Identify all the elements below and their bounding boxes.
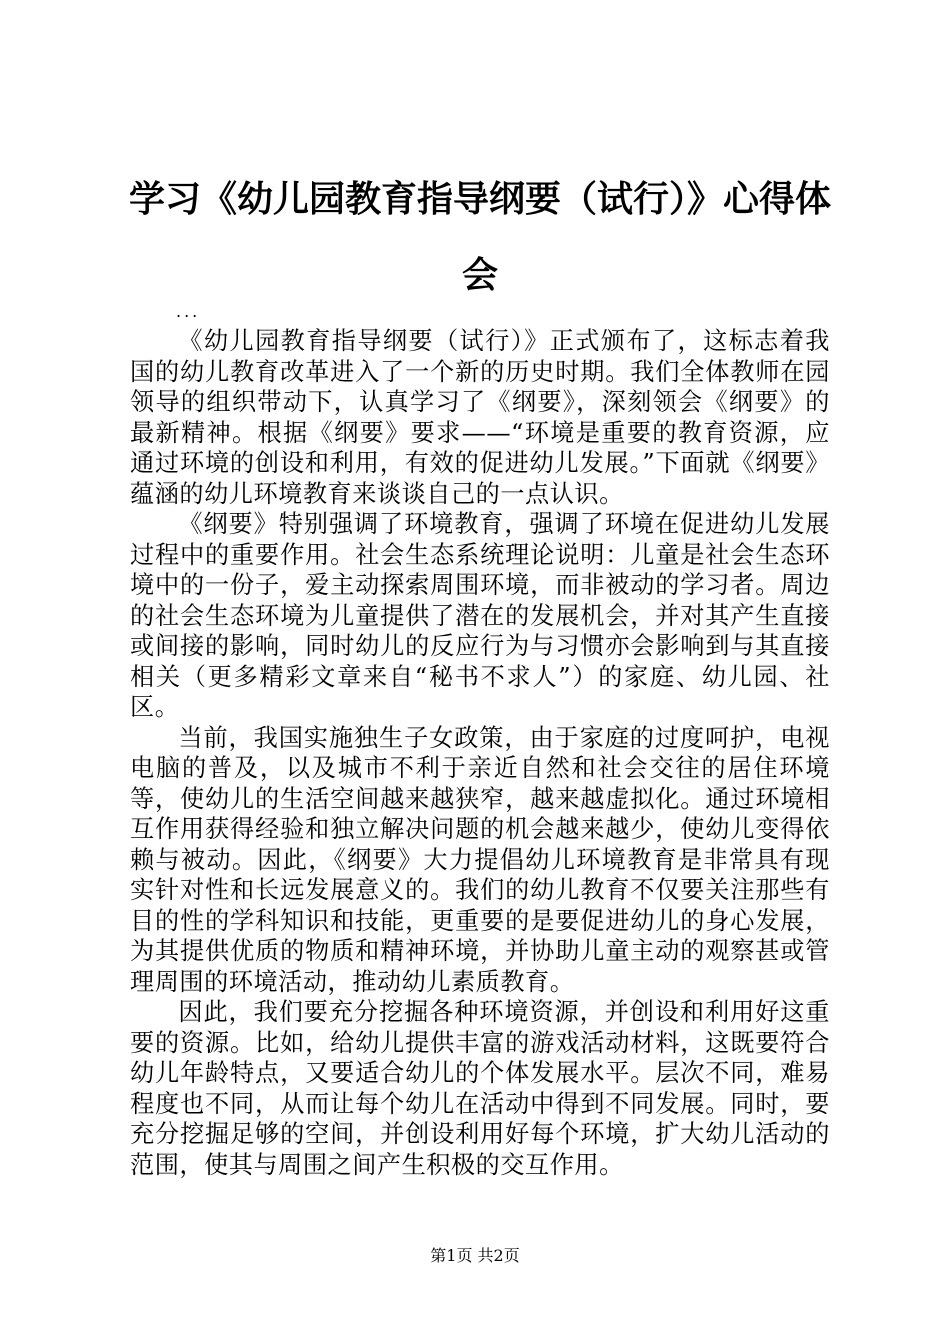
page-footer: 第1页 共2页: [430, 1246, 520, 1265]
paragraph: 当前，我国实施独生子女政策，由于家庭的过度呵护，电视电脑的普及，以及城市不利于亲近自然和社会交往的居住环境等，使幼儿的生活空间越来越狭窄，越来越虚拟化。通过环境相互作用获得经验和独立解决问题的机会越来越少，使幼儿变得依赖与被动。因此，《纲要》大力提倡幼儿环境教育是非常具有现实针对性和长远发展意义的。我们的幼儿教育不仅要关注那些有目的性的学科知识和技能，更重要的是要促进幼儿的身心发展，为其提供优质的物质和精神环境，并协助儿童主动的观察甚或管理周围的环境活动，推动幼儿素质教育。: [130, 723, 830, 996]
ellipsis-marker: ...: [176, 302, 201, 321]
document-title: 学习《幼儿园教育指导纲要（试行）》心得体会: [128, 179, 831, 296]
paragraph: 《纲要》特别强调了环境教育，强调了环境在促进幼儿发展过程中的重要作用。社会生态系统理论说明：儿童是社会生态环境中的一份子，爱主动探索周围环境，而非被动的学习者。周边的社会生态环境为儿童提供了潜在的发展机会，并对其产生直接或间接的影响，同时幼儿的反应行为与习惯亦会影响到与其直接相关（更多精彩文章来自“秘书不求人”）的家庭、幼儿园、社区。: [130, 510, 830, 721]
document-body: [130, 326, 830, 1180]
paragraph: 因此，我们要充分挖掘各种环境资源，并创设和利用好这重要的资源。比如，给幼儿提供丰富的游戏活动材料，这既要符合幼儿年龄特点，又要适合幼儿的个体发展水平。层次不同，难易程度也不同，从而让每个幼儿在活动中得到不同发展。同时，要充分挖掘足够的空间，并创设利用好每个环境，扩大幼儿活动的范围，使其与周围之间产生积极的交互作用。: [130, 998, 830, 1179]
paragraph: 《幼儿园教育指导纲要（试行）》正式颁布了，这标志着我国的幼儿教育改革进入了一个新的历史时期。我们全体教师在园领导的组织带动下，认真学习了《纲要》，深刻领会《纲要》的最新精神。根据《纲要》要求——“环境是重要的教育资源，应通过环境的创设和利用，有效的促进幼儿发展。”下面就《纲要》蕴涵的幼儿环境教育来谈谈自己的一点认识。: [130, 327, 830, 508]
